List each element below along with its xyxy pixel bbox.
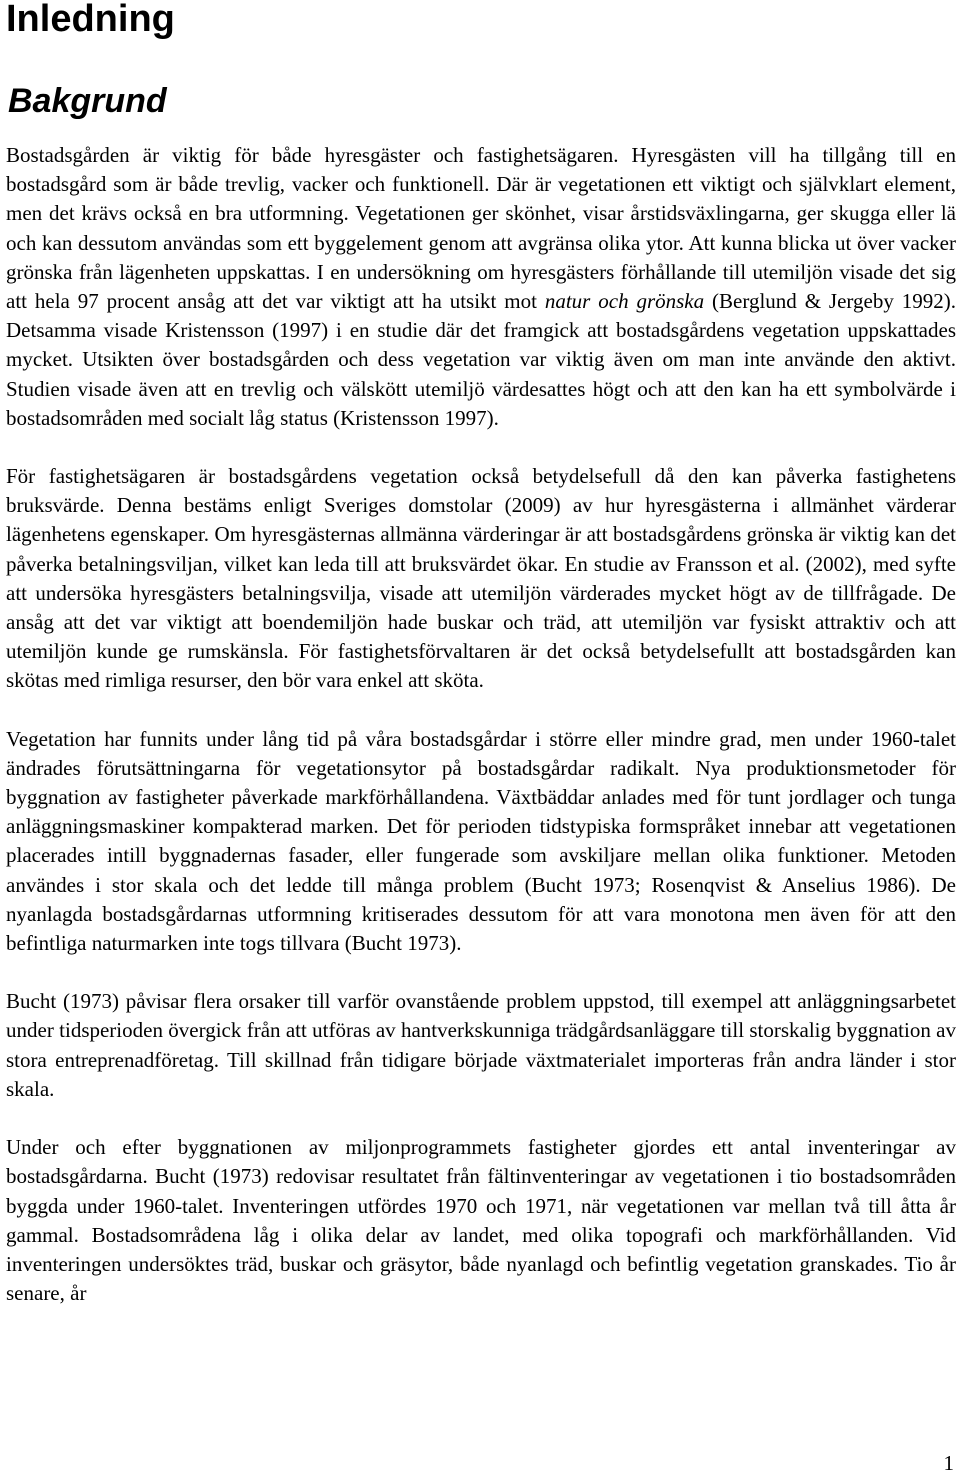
page-number: 1 bbox=[943, 1451, 954, 1475]
body-text bbox=[6, 141, 956, 1308]
paragraph-2: För fastighetsägaren är bostadsgårdens vegetation också betydelsefull då den kan påverka fastighetens bruksvärde. Denna bestäms enligt Sveriges domstolar (2009) av hur hyresgästerna i allmänhet värderar lägenhetens egenskaper. Om hyresgästernas allmänna värderingar är att bostadsgårdens grönska är viktig kan det påverka betalningsviljan, vilket kan leda till att bruksvärdet ökar. En studie av Fransson et al. (2002), med syfte att undersöka hyresgästers betalningsvilja, visade att utemiljön värderades mycket högt av de tillfrågade. De ansåg att det var viktigt att boendemiljön hade buskar och träd, att utemiljön var fysiskt attraktiv och att utemiljön kunde ge rumskänsla. För fastighetsförvaltaren är det också betydelsefullt att bostadsgården kan skötas med rimliga resurser, den bör vara enkel att sköta. bbox=[6, 464, 956, 693]
paragraph-1-part-a: Bostadsgården är viktig för både hyresgäster och fastighetsägaren. Hyresgästen vill ha tillgång till en bostadsgård som är både trevlig, vacker och funktionell. Där är vegetationen ett viktigt och självklart element, men det krävs också en bra utformning. Vegetationen ger skönhet, visar årstidsväxlingarna, ger skugga eller lä och kan dessutom användas som ett byggelement genom att avgränsa olika ytor. Att kunna blicka ut över vacker grönska från lägenheten uppskattas. I en undersökning om hyresgästers förhållande till utemiljön visade det sig att hela 97 procent ansåg att det var viktigt att ha utsikt mot bbox=[6, 143, 956, 314]
section-heading: Bakgrund bbox=[8, 82, 167, 120]
chapter-heading: Inledning bbox=[6, 0, 175, 40]
paragraph-3: Vegetation har funnits under lång tid på våra bostadsgårdar i större eller mindre grad, men under 1960-talet ändrades förutsättningarna för vegetationsytor på bostadsgårdar radikalt. Nya produktionsmetoder för byggnation av fastigheter påverkade markförhållandena. Växtbäddar anlades med för tunt jordlager och tunga anläggningsmaskiner kompakterad marken. Det för perioden tidstypiska formspråket innebar att vegetationen placerades intill byggnadernas fasader, eller fungerade som avskiljare mellan olika funktioner. Metoden användes i stor skala och det ledde till många problem (Bucht 1973; Rosenqvist & Anselius 1986). De nyanlagda bostadsgårdarnas utformning kritiserades dessutom för att vara monotona men även för att den befintliga naturmarken inte togs tillvara (Bucht 1973). bbox=[6, 726, 956, 956]
paragraph-5: Under och efter byggnationen av miljonprogrammets fastigheter gjordes ett antal inventeringar av bostadsgårdarna. Bucht (1973) redovisar resultatet från fältinventeringar av vegetationen i tio bostadsområden byggda under 1960-talet. Inventeringen utfördes 1970 och 1971, när vegetationen var mellan två till åtta år gammal. Bostadsområdena låg i olika delar av landet, med olika topografi och markförhållanden. Vid inventeringen undersöktes träd, buskar och gräsytor, både nyanlagd och befintlig vegetation granskades. Tio år senare, år bbox=[6, 1135, 956, 1306]
paragraph-1-part-b: (Berglund & Jergeby 1992). Detsamma visade Kristensson (1997) i en studie där det framgick att bostadsgårdens vegetation uppskattades mycket. Utsikten över bostadsgården och dess vegetation var viktig även om man inte använde den aktivt. Studien visade även att en trevlig och välskött utemiljö värdesattes högt och att den kan ha ett symbolvärde i bostadsområden med socialt låg status (Kristensson 1997). bbox=[6, 289, 956, 430]
paragraph-1-emphasis: natur och grönska bbox=[544, 289, 705, 314]
paragraph-1 bbox=[6, 141, 956, 433]
paragraph-4: Bucht (1973) påvisar flera orsaker till varför ovanstående problem uppstod, till exempel att anläggningsarbetet under tidsperioden övergick från att utföras av hantverkskunniga trädgårdsanläggare till storskalig byggnation av stora entreprenadföretag. Till skillnad från tidigare började växtmaterialet importeras från andra länder i stor skala. bbox=[6, 989, 956, 1101]
